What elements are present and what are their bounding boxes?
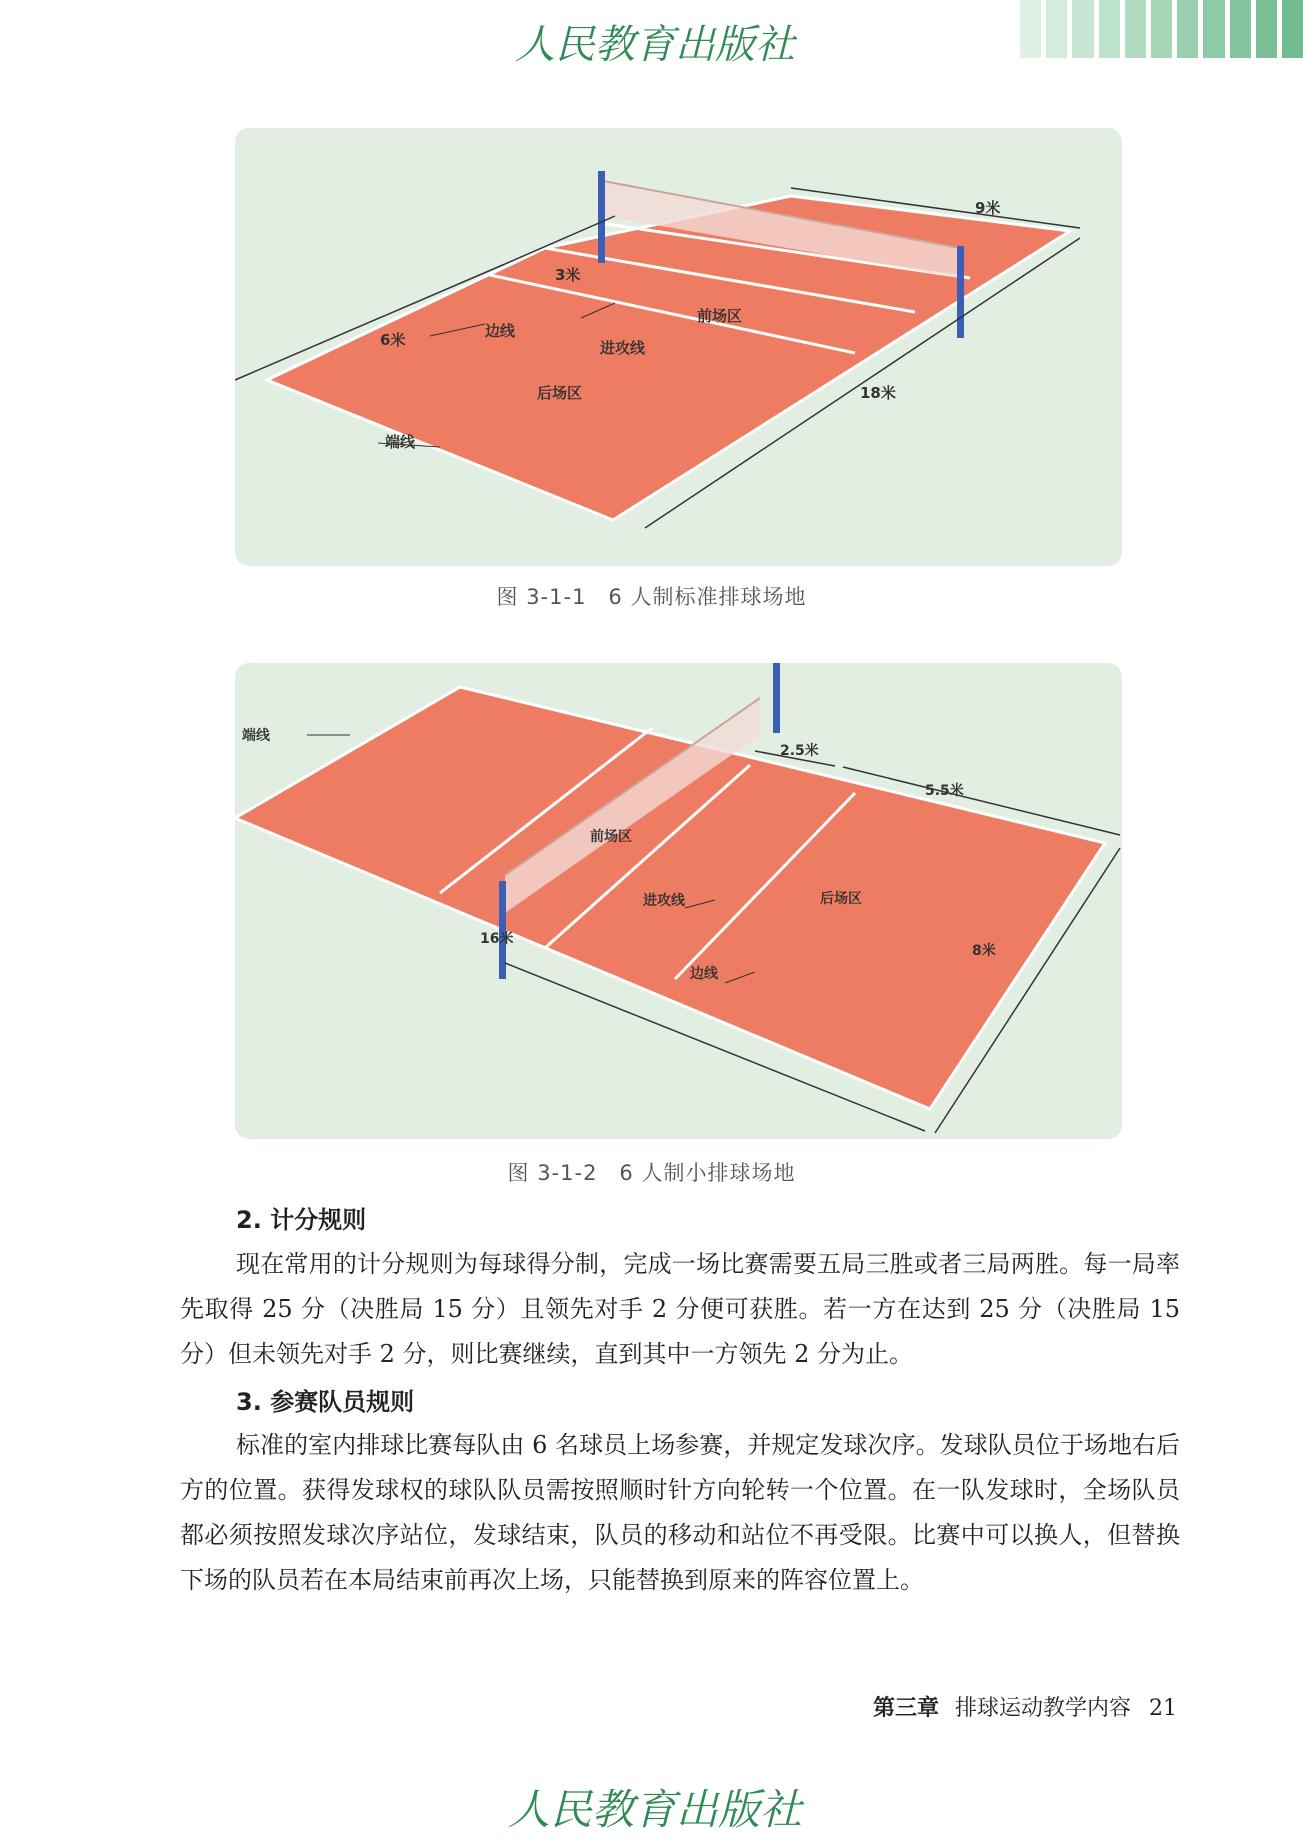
back-zone-label: 后场区 <box>820 891 862 907</box>
page-footer <box>873 1691 1177 1722</box>
attack-line-label: 进攻线 <box>600 339 646 357</box>
end-line-label: 端线 <box>242 728 270 744</box>
header-stripe <box>1282 0 1303 58</box>
section-heading-scoring: 2. 计分规则 <box>236 1205 367 1234</box>
back-zone-label: 后场区 <box>537 384 583 402</box>
figure1-caption: 图 3-1-1 6 人制标准排球场地 <box>496 585 807 609</box>
length-label: 16米 <box>480 931 514 947</box>
end-line-label: 端线 <box>385 433 416 451</box>
header-stripe <box>1177 0 1198 58</box>
sideline-label: 边线 <box>485 322 516 340</box>
header-stripe <box>1203 0 1224 58</box>
chapter-title: 排球运动教学内容 <box>954 1696 1131 1721</box>
length-label: 18米 <box>860 384 896 402</box>
header-stripe <box>1046 0 1067 58</box>
attack-zone-depth-label: 2.5米 <box>780 743 819 759</box>
sideline-label: 边线 <box>690 966 718 982</box>
figure2-caption: 图 3-1-2 6 人制小排球场地 <box>507 1161 796 1185</box>
svg-text:人民教育出版社: 人民教育出版社 <box>507 1785 803 1834</box>
back-zone-depth-label: 6米 <box>380 331 406 349</box>
section-heading-player-rules: 3. 参赛队员规则 <box>236 1387 415 1416</box>
mini-court-figure <box>235 663 1122 1139</box>
svg-text:人民教育出版社: 人民教育出版社 <box>515 22 795 68</box>
header-stripe <box>1125 0 1146 58</box>
header-decoration-stripes <box>1020 0 1303 58</box>
standard-court-figure <box>235 128 1122 566</box>
width-label: 9米 <box>975 199 1001 217</box>
header-stripe <box>1230 0 1251 58</box>
header-stripe <box>1072 0 1093 58</box>
section-body-scoring: 现在常用的计分规则为每球得分制，完成一场比赛需要五局三胜或者三局两胜。每一局率先取得 25 分（决胜局 15 分）且领先对手 2 分便可获胜。若一方在达到 25 分（决胜局 15 分）但未领先对手 2 分，则比赛继续，直到其中一方领先 2 分为止。 <box>180 1250 1180 1368</box>
width-label: 8米 <box>972 943 996 959</box>
footer-publisher-logo <box>470 1780 840 1835</box>
front-zone-label: 前场区 <box>697 307 743 325</box>
front-zone-label: 前场区 <box>590 829 632 845</box>
header-stripe <box>1020 0 1041 58</box>
attack-line-label: 进攻线 <box>643 893 685 909</box>
header-stripe <box>1151 0 1172 58</box>
header-stripe <box>1099 0 1120 58</box>
section-body-player-rules: 标准的室内排球比赛每队由 6 名球员上场参赛，并规定发球次序。发球队员位于场地右后方的位置。获得发球权的球队队员需按照顺时针方向轮转一个位置。在一队发球时，全场队员都必须按照发球次序站位，发球结束，队员的移动和站位不再受限。比赛中可以换人，但替换下场的队员若在本局结束前再次上场，只能替换到原来的阵容位置上。 <box>180 1431 1180 1594</box>
attack-zone-depth-label: 3米 <box>555 266 581 284</box>
header-stripe <box>1256 0 1277 58</box>
chapter-number: 第三章 <box>872 1695 939 1721</box>
header-publisher-logo <box>470 18 840 68</box>
page-number: 21 <box>1149 1696 1177 1721</box>
back-zone-depth-label: 5.5米 <box>925 783 964 799</box>
